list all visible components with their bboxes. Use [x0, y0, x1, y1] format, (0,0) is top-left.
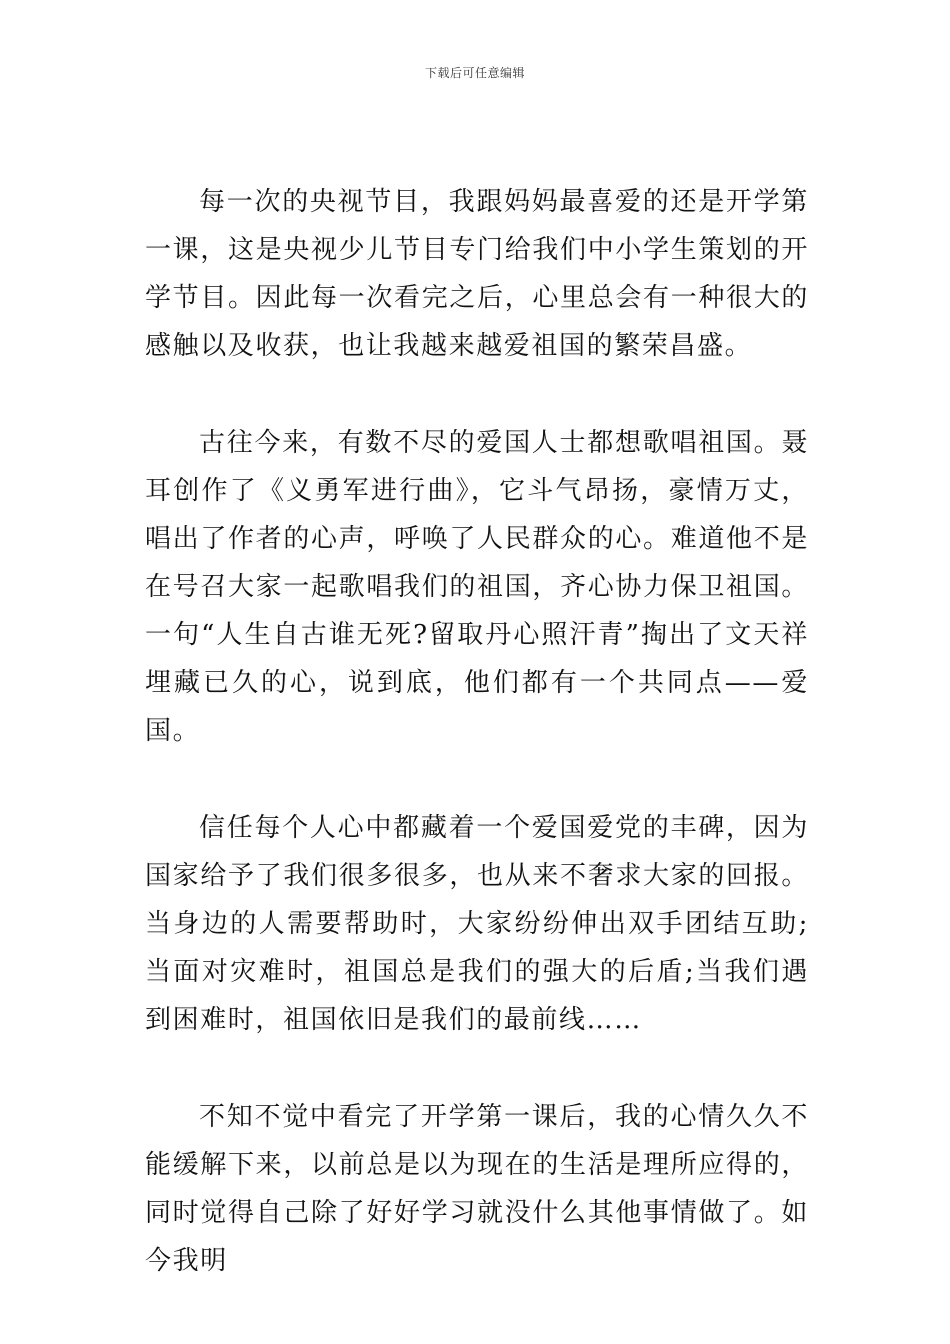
page-header: 下载后可任意编辑	[424, 66, 525, 80]
paragraph-2: 古往今来，有数不尽的爱国人士都想歌唱祖国。聂耳创作了《义勇军进行曲》，它斗气昂扬，豪情万丈，唱出了作者的心声，呼唤了人民群众的心。难道他不是在号召大家一起歌唱我们的祖国，齐心协力保卫祖国。一句“人生自古谁无死?留取丹心照汗青”掏出了文天祥埋藏已久的心，说到底，他们都有一个共同点——爱国。	[145, 428, 809, 746]
paragraph-1: 每一次的央视节目，我跟妈妈最喜爱的还是开学第一课，这是央视少儿节目专门给我们中小学生策划的开学节目。因此每一次看完之后，心里总会有一种很大的感触以及收获，也让我越来越爱祖国的繁荣昌盛。	[145, 187, 809, 361]
document-body	[145, 178, 809, 1334]
paragraph-4: 不知不觉中看完了开学第一课后，我的心情久久不能缓解下来，以前总是以为现在的生活是理所应得的，同时觉得自己除了好好学习就没什么其他事情做了。如今我明	[145, 1102, 809, 1276]
paragraph-3: 信任每个人心中都藏着一个爱国爱党的丰碑，因为国家给予了我们很多很多，也从来不奢求大家的回报。当身边的人需要帮助时，大家纷纷伸出双手团结互助;当面对灾难时，祖国总是我们的强大的后盾;当我们遇到困难时，祖国依旧是我们的最前线……	[145, 813, 809, 1035]
